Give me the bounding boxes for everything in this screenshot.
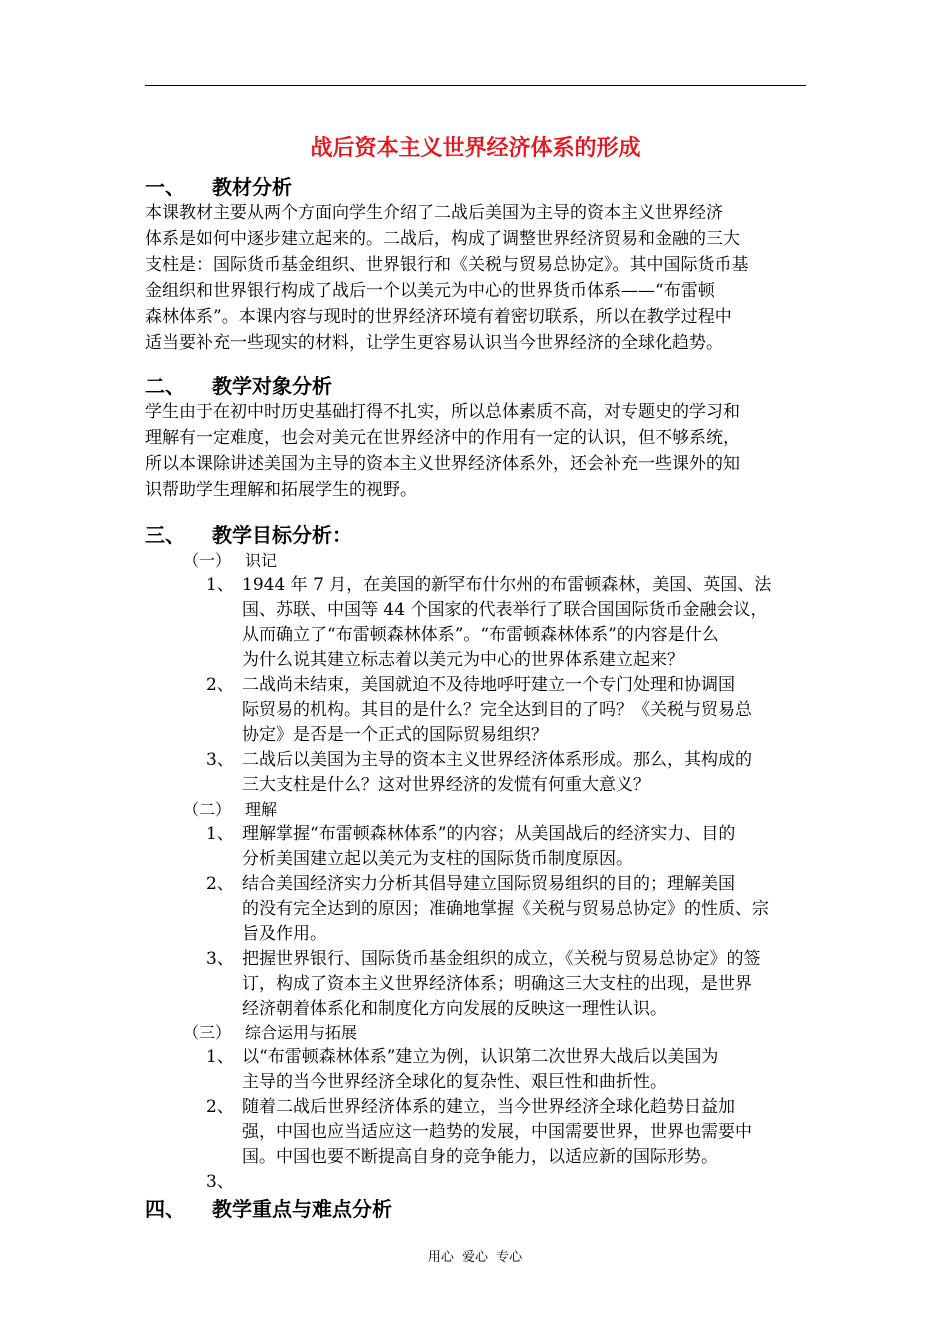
item-number: 3、: [206, 949, 234, 969]
item-text: 1944 年 7 月，在美国的新罕布什尔州的布雷顿森林，美国、英国、法 国、苏联、中国等 44 个国家的代表举行了联合国国际货币金融会议， 从而确立了“布雷顿森林体系”。“布雷顿森林体系”的内容是什么 为什么说其建立标志着以美元为中心的世界体系建立起来？: [242, 575, 772, 670]
section-heading-3: [145, 522, 352, 548]
item-text: 理解掌握“布雷顿森林体系”的内容；从美国战后的经济实力、目的 分析美国建立起以美元为支柱的国际货币制度原因。: [242, 824, 736, 869]
section-body-1: 本课教材主要从两个方面向学生介绍了二战后美国为主导的资本主义世界经济 体系是如何中逐步建立起来的。二战后，构成了调整世界经济贸易和金融的三大 支柱是：国际货币基金组织、世界银行和《关税与贸易总协定》。其中国际货币基 金组织和世界银行构成了战后一个以美元为中心的世界货币体系——“布雷顿 森林体系”。本课内容与现时的世界经济环境有着密切联系，所以在教学过程中 适当要补充一些现实的材料，让学生更容易认识当今世界经济的全球化趋势。: [145, 203, 749, 353]
section-number: 二、: [145, 374, 185, 398]
section-title: 教材分析: [212, 175, 292, 199]
subsection-heading-1: [183, 549, 277, 573]
section-title: 教学重点与难点分析: [212, 1197, 392, 1221]
document-title: 战后资本主义世界经济体系的形成: [310, 136, 641, 161]
section-heading-1: [145, 174, 292, 200]
item-number: 1、: [206, 575, 234, 595]
section-title: 教学目标分析：: [212, 523, 352, 547]
item-text: 结合美国经济实力分析其倡导建立国际贸易组织的目的；理解美国 的没有完全达到的原因；准确地掌握《关税与贸易总协定》的性质、宗 旨及作用。: [242, 874, 769, 944]
section-number: 一、: [145, 175, 185, 199]
item-number: 1、: [206, 824, 234, 844]
subsection-heading-2: [183, 798, 277, 822]
item-number: 3、: [206, 1172, 234, 1192]
header-rule: [145, 85, 806, 86]
subsection-number: （三）: [183, 1023, 232, 1042]
item-text: 随着二战后世界经济体系的建立，当今世界经济全球化趋势日益加 强，中国也应当适应这一趋势的发展，中国需要世界，世界也需要中 国。中国也要不断提高自身的竞争能力，以适应新的国际形势。: [242, 1097, 752, 1167]
subsection-heading-3: [183, 1021, 357, 1045]
item-number: 3、: [206, 750, 234, 770]
subsection-number: （二）: [183, 800, 232, 819]
item-text: 以“布雷顿森林体系”建立为例，认识第二次世界大战后以美国为 主导的当今世界经济全球化的复杂性、艰巨性和曲折性。: [242, 1047, 719, 1092]
section-body-2: 学生由于在初中时历史基础打得不扎实，所以总体素质不高，对专题史的学习和 理解有一定难度，也会对美元在世界经济中的作用有一定的认识，但不够系统， 所以本课除讲述美国为主导的资本主义世界经济体系外，还会补充一些课外的知 识帮助学生理解和拓展学生的视野。: [145, 402, 740, 500]
item-text: 二战后以美国为主导的资本主义世界经济体系形成。那么，其构成的 三大支柱是什么？这对世界经济的发慌有何重大意义？: [242, 750, 752, 795]
subsection-label: 综合运用与拓展: [245, 1023, 358, 1042]
item-number: 1、: [206, 1047, 234, 1067]
subsection-label: 理解: [245, 800, 278, 819]
item-number: 2、: [206, 675, 234, 695]
subsection-label: 识记: [245, 551, 278, 570]
section-heading-2: [145, 373, 332, 399]
subsection-number: （一）: [183, 551, 232, 570]
item-number: 2、: [206, 874, 234, 894]
section-number: 四、: [145, 1197, 185, 1221]
item-text: 把握世界银行、国际货币基金组织的成立，《关税与贸易总协定》的签 订，构成了资本主义世界经济体系；明确这三大支柱的出现，是世界 经济朝着体系化和制度化方向发展的反映这一理性认识。: [242, 949, 761, 1019]
section-number: 三、: [145, 523, 185, 547]
page-footer: 用心 爱心 专心: [427, 1250, 523, 1265]
item-number: 2、: [206, 1097, 234, 1117]
item-text: 二战尚未结束，美国就迫不及待地呼吁建立一个专门处理和协调国 际贸易的机构。其目的是什么？完全达到目的了吗？《关税与贸易总 协定》是否是一个正式的国际贸易组织？: [242, 675, 752, 745]
section-heading-4: [145, 1196, 392, 1222]
section-title: 教学对象分析: [212, 374, 332, 398]
